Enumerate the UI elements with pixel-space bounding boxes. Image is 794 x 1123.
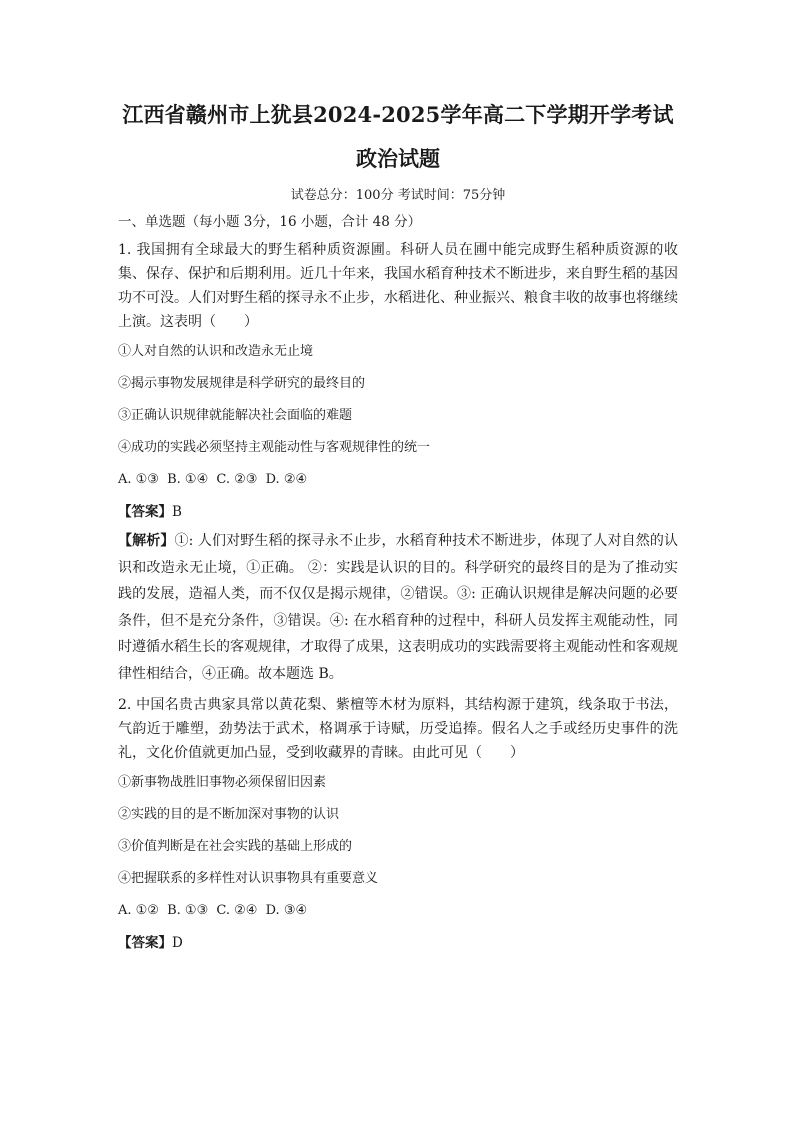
question-1-answer bbox=[118, 502, 678, 522]
exam-subtitle: 政治试题 bbox=[356, 146, 440, 171]
question-1-stem: 1. 我国拥有全球最大的野生稻种质资源圃。科研人员在圃中能完成野生稻种质资源的收集、保存、保护和后期利用。近几十年来，我国水稻育种技术不断进步，来自野生稻的基因功不可没。人们对野生稻的探寻永不止步，水稻进化、种业振兴、粮食丰收的故事也将继续上演。这表明（ ） bbox=[118, 242, 678, 330]
question-1-option-2: ②揭示事物发展规律是科学研究的最终目的 bbox=[118, 376, 366, 391]
analysis-tag: 【解析】 bbox=[118, 533, 175, 549]
question-1-choices bbox=[118, 470, 678, 490]
question-1 bbox=[118, 238, 678, 687]
question-2-choice-d: D. ③④ bbox=[265, 903, 308, 918]
question-1-option-4: ④成功的实践必须坚持主观能动性与客观规律性的统一 bbox=[118, 440, 431, 455]
question-2-choices bbox=[118, 901, 678, 921]
section-heading: 一、单选题（每小题 3分，16 小题，合计 48 分） bbox=[118, 214, 422, 230]
question-2-option-1: ①新事物战胜旧事物必须保留旧因素 bbox=[118, 775, 327, 790]
question-2-answer bbox=[118, 933, 678, 953]
answer-value: D bbox=[172, 935, 183, 951]
question-2-option-2: ②实践的目的是不断加深对事物的认识 bbox=[118, 807, 340, 822]
answer-tag: 【答案】 bbox=[118, 935, 172, 951]
question-2-option-4: ④把握联系的多样性对认识事物具有重要意义 bbox=[118, 871, 379, 886]
question-2-stem: 2. 中国名贵古典家具常以黄花梨、紫檀等木材为原料，其结构源于建筑，线条取于书法，气韵近于雕塑，劲势法于武术，格调承于诗赋，历受追捧。假名人之手或经历史事件的洗礼，文化价值就更加凸显，受到收藏界的青睐。由此可见（ ） bbox=[118, 697, 678, 761]
exam-title: 江西省赣州市上犹县2024-2025学年高二下学期开学考试 bbox=[122, 102, 674, 127]
question-1-choice-a: A. ①③ bbox=[118, 472, 159, 487]
question-2-choice-a: A. ①② bbox=[118, 903, 159, 918]
question-1-choice-c: C. ②③ bbox=[216, 472, 258, 487]
analysis-text: ①: 人们对野生稻的探寻永不止步，水稻育种技术不断进步，体现了人对自然的认识和改造永无止境，①正确。 ②：实践是认识的目的。科学研究的最终目的是为了推动实践的发展，造福人类，而不仅仅是揭示规律，②错误。③: 正确认识规律是解决问题的必要条件，但不是充分条件，③错误。④: 在水稻育种的过程中，科研人员发挥主观能动性，同时遵循水稻生长的客观规律，才取得了成果，这表明成功的实践需要将主观能动性和客观规律性相结合，④正确。故本题选 B。 bbox=[118, 533, 678, 682]
question-1-analysis bbox=[118, 528, 678, 687]
question-2-choice-c: C. ②④ bbox=[216, 903, 258, 918]
answer-value: B bbox=[172, 504, 182, 520]
question-1-choice-d: D. ②④ bbox=[265, 472, 308, 487]
exam-meta: 试卷总分：100分 考试时间：75分钟 bbox=[290, 188, 506, 203]
question-1-choice-b: B. ①④ bbox=[167, 472, 209, 487]
document-content bbox=[118, 100, 678, 953]
question-2 bbox=[118, 693, 678, 953]
question-1-option-3: ③正确认识规律就能解决社会面临的难题 bbox=[118, 408, 353, 423]
question-2-option-3: ③价值判断是在社会实践的基础上形成的 bbox=[118, 839, 353, 854]
question-2-choice-b: B. ①③ bbox=[167, 903, 209, 918]
answer-tag: 【答案】 bbox=[118, 504, 172, 520]
question-1-option-1: ①人对自然的认识和改造永无止境 bbox=[118, 344, 314, 359]
